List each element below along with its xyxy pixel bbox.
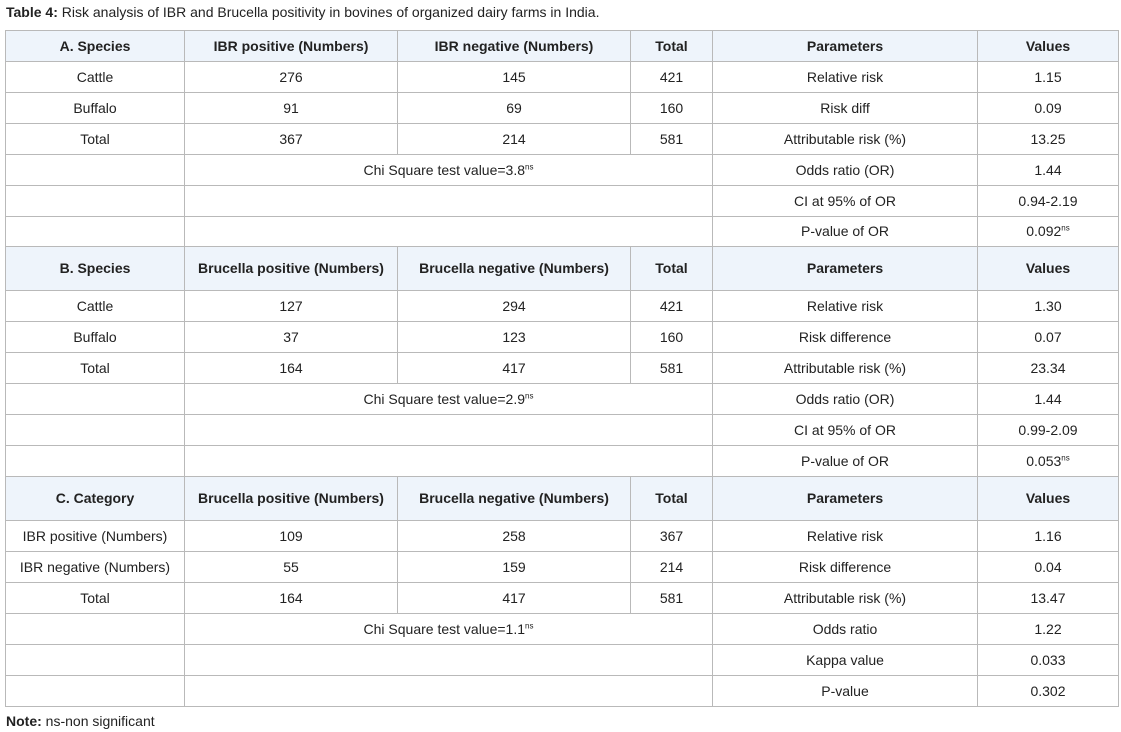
header-values: Values [978, 31, 1119, 62]
positive-count: 164 [185, 583, 398, 614]
parameter-name: Attributable risk (%) [713, 583, 978, 614]
header-positive: Brucella positive (Numbers) [185, 247, 398, 291]
parameter-value [978, 62, 1119, 93]
parameter-value [978, 552, 1119, 583]
total-count: 160 [631, 93, 713, 124]
value-text: 0.033 [1030, 651, 1066, 668]
parameter-value [978, 322, 1119, 353]
table-row [6, 124, 1119, 155]
table-row [6, 676, 1119, 707]
blank-cell [6, 384, 185, 415]
significance-marker: ns [525, 390, 534, 400]
parameter-name: Risk difference [713, 552, 978, 583]
header-group: C. Category [6, 477, 185, 521]
header-group: B. Species [6, 247, 185, 291]
value-text: 1.30 [1034, 297, 1062, 314]
blank-cell [6, 676, 185, 707]
value-text: 13.47 [1030, 589, 1066, 606]
header-positive: IBR positive (Numbers) [185, 31, 398, 62]
header-negative: Brucella negative (Numbers) [398, 477, 631, 521]
blank-cell [6, 155, 185, 186]
positive-count: 91 [185, 93, 398, 124]
blank-cell [185, 645, 713, 676]
parameter-name: P-value of OR [713, 446, 978, 477]
row-label: Cattle [6, 291, 185, 322]
value-text: 0.302 [1030, 682, 1066, 699]
header-values: Values [978, 247, 1119, 291]
parameter-value [978, 446, 1119, 477]
blank-cell [6, 614, 185, 645]
chi-square-result [185, 614, 713, 645]
table-row [6, 353, 1119, 384]
total-count: 421 [631, 62, 713, 93]
value-text: 1.15 [1034, 68, 1062, 85]
negative-count: 214 [398, 124, 631, 155]
parameter-value [978, 353, 1119, 384]
parameter-name: Relative risk [713, 291, 978, 322]
risk-analysis-table [5, 30, 1119, 707]
total-count: 214 [631, 552, 713, 583]
value-text: 1.16 [1034, 527, 1062, 544]
blank-cell [6, 186, 185, 217]
chi-square-row [6, 614, 1119, 645]
parameter-name: Odds ratio [713, 614, 978, 645]
value-text: 0.94-2.19 [1018, 192, 1078, 209]
parameter-name: CI at 95% of OR [713, 415, 978, 446]
negative-count: 258 [398, 521, 631, 552]
parameter-value [978, 614, 1119, 645]
negative-count: 417 [398, 353, 631, 384]
negative-count: 145 [398, 62, 631, 93]
parameter-name: CI at 95% of OR [713, 186, 978, 217]
row-label: Cattle [6, 62, 185, 93]
blank-cell [6, 645, 185, 676]
chi-square-text: Chi Square test value=3.8 [363, 161, 526, 178]
parameter-name: Odds ratio (OR) [713, 155, 978, 186]
blank-cell [6, 415, 185, 446]
value-text: 0.99-2.09 [1018, 421, 1078, 438]
positive-count: 109 [185, 521, 398, 552]
blank-cell [185, 217, 713, 247]
significance-marker: ns [1061, 452, 1070, 462]
table-row [6, 583, 1119, 614]
significance-marker: ns [525, 161, 534, 171]
chi-square-result [185, 384, 713, 415]
total-count: 581 [631, 124, 713, 155]
blank-cell [185, 676, 713, 707]
value-text: 0.053 [1026, 452, 1062, 469]
row-label: IBR negative (Numbers) [6, 552, 185, 583]
positive-count: 367 [185, 124, 398, 155]
parameter-value [978, 186, 1119, 217]
value-text: 23.34 [1030, 359, 1066, 376]
positive-count: 276 [185, 62, 398, 93]
parameter-value [978, 291, 1119, 322]
row-label: Buffalo [6, 322, 185, 353]
table-row [6, 93, 1119, 124]
total-count: 421 [631, 291, 713, 322]
caption-label: Table 4: [6, 4, 58, 20]
row-label: Total [6, 583, 185, 614]
section-b-header-row [6, 247, 1119, 291]
positive-count: 164 [185, 353, 398, 384]
table-row [6, 645, 1119, 676]
parameter-value [978, 645, 1119, 676]
parameter-name: P-value of OR [713, 217, 978, 247]
parameter-value [978, 124, 1119, 155]
negative-count: 69 [398, 93, 631, 124]
header-parameters: Parameters [713, 477, 978, 521]
parameter-value [978, 521, 1119, 552]
blank-cell [6, 446, 185, 477]
row-label: Total [6, 124, 185, 155]
total-count: 581 [631, 353, 713, 384]
header-positive: Brucella positive (Numbers) [185, 477, 398, 521]
header-group: A. Species [6, 31, 185, 62]
table-row [6, 62, 1119, 93]
positive-count: 37 [185, 322, 398, 353]
negative-count: 417 [398, 583, 631, 614]
header-negative: Brucella negative (Numbers) [398, 247, 631, 291]
chi-square-text: Chi Square test value=1.1 [363, 620, 526, 637]
value-text: 1.44 [1034, 390, 1062, 407]
value-text: 0.04 [1034, 558, 1062, 575]
table-body [6, 31, 1119, 707]
table-row [6, 415, 1119, 446]
note-text: ns-non significant [41, 713, 155, 729]
parameter-value [978, 155, 1119, 186]
table-row [6, 322, 1119, 353]
header-total: Total [631, 31, 713, 62]
total-count: 367 [631, 521, 713, 552]
header-total: Total [631, 477, 713, 521]
section-a-header-row [6, 31, 1119, 62]
parameter-name: Odds ratio (OR) [713, 384, 978, 415]
header-parameters: Parameters [713, 247, 978, 291]
parameter-name: Risk diff [713, 93, 978, 124]
significance-marker: ns [1061, 223, 1070, 233]
chi-square-row [6, 155, 1119, 186]
header-parameters: Parameters [713, 31, 978, 62]
row-label: Buffalo [6, 93, 185, 124]
negative-count: 123 [398, 322, 631, 353]
value-text: 1.44 [1034, 161, 1062, 178]
value-text: 1.22 [1034, 620, 1062, 637]
negative-count: 294 [398, 291, 631, 322]
positive-count: 127 [185, 291, 398, 322]
caption-text: Risk analysis of IBR and Brucella positivity in bovines of organized dairy farms in India. [57, 4, 600, 20]
parameter-name: Attributable risk (%) [713, 353, 978, 384]
table-row [6, 291, 1119, 322]
total-count: 160 [631, 322, 713, 353]
blank-cell [185, 446, 713, 477]
parameter-value [978, 676, 1119, 707]
chi-square-text: Chi Square test value=2.9 [363, 390, 526, 407]
row-label: IBR positive (Numbers) [6, 521, 185, 552]
value-text: 0.07 [1034, 328, 1062, 345]
note-label: Note: [6, 713, 42, 729]
parameter-name: Risk difference [713, 322, 978, 353]
positive-count: 55 [185, 552, 398, 583]
section-c-header-row [6, 477, 1119, 521]
parameter-name: P-value [713, 676, 978, 707]
header-negative: IBR negative (Numbers) [398, 31, 631, 62]
parameter-name: Kappa value [713, 645, 978, 676]
blank-cell [6, 217, 185, 247]
value-text: 13.25 [1030, 130, 1066, 147]
table-row [6, 217, 1119, 247]
total-count: 581 [631, 583, 713, 614]
value-text: 0.09 [1034, 99, 1062, 116]
negative-count: 159 [398, 552, 631, 583]
parameter-value [978, 415, 1119, 446]
parameter-name: Relative risk [713, 62, 978, 93]
header-total: Total [631, 247, 713, 291]
blank-cell [185, 186, 713, 217]
parameter-value [978, 384, 1119, 415]
value-text: 0.092 [1026, 223, 1062, 239]
chi-square-row [6, 384, 1119, 415]
table-note [6, 713, 155, 730]
parameter-value [978, 93, 1119, 124]
significance-marker: ns [525, 620, 534, 630]
table-row [6, 186, 1119, 217]
parameter-name: Relative risk [713, 521, 978, 552]
header-values: Values [978, 477, 1119, 521]
table-caption [6, 4, 599, 21]
row-label: Total [6, 353, 185, 384]
parameter-value [978, 583, 1119, 614]
blank-cell [185, 415, 713, 446]
table-row [6, 446, 1119, 477]
parameter-value [978, 217, 1119, 247]
table-row [6, 552, 1119, 583]
parameter-name: Attributable risk (%) [713, 124, 978, 155]
chi-square-result [185, 155, 713, 186]
table-row [6, 521, 1119, 552]
